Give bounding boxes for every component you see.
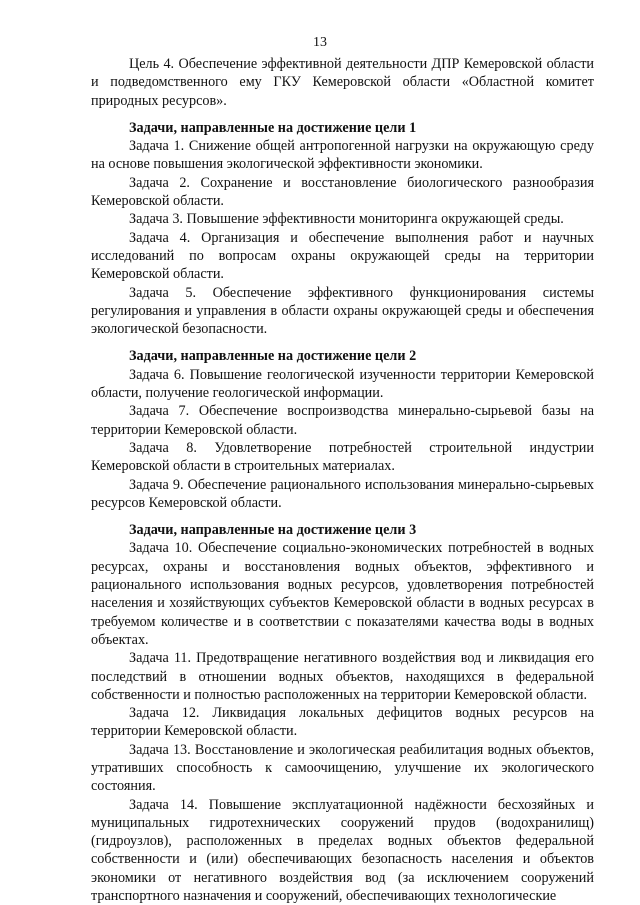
task-paragraph: Задача 1. Снижение общей антропогенной нагрузки на окружающую среду на основе повышения экологической эффективности экономики. (91, 138, 594, 173)
task-paragraph: Задача 9. Обеспечение рационального использования минерально-сырьевых ресурсов Кемеровской области. (91, 476, 594, 511)
task-paragraph: Задача 7. Обеспечение воспроизводства минерально-сырьевой базы на территории Кемеровской области. (91, 403, 594, 438)
section-heading-goal-3: Задачи, направленные на достижение цели 3 (129, 522, 417, 539)
page-number: 13 (313, 35, 327, 50)
document-body (91, 55, 594, 905)
goal-4-paragraph: Цель 4. Обеспечение эффективной деятельности ДПР Кемеровской области и подведомственного ему ГКУ Кемеровской области «Областной комитет природных ресурсов». (91, 56, 594, 109)
task-paragraph: Задача 5. Обеспечение эффективного функционирования системы регулирования и управления в области охраны окружающей среды и обеспечения экологической безопасности. (91, 284, 594, 338)
task-paragraph: Задача 6. Повышение геологической изученности территории Кемеровской области, получение геологической информации. (91, 366, 594, 402)
task-paragraph: Задача 10. Обеспечение социально-экономических потребностей в водных ресурсах, охраны и восстановления водных объектов, эффективного и рационального использования водных ресурсов, удовлетворения потребностей населения и хозяйствующих субъектов Кемеровской области в водных ресурсах в требуемом количестве и в соответствии с показателями качества воды в водных объектах. (91, 540, 594, 648)
section-heading-goal-1: Задачи, направленные на достижение цели 1 (129, 119, 417, 136)
task-paragraph: Задача 13. Восстановление и экологическая реабилитация водных объектов, утративших способность к самоочищению, улучшение их экологического состояния. (91, 741, 594, 795)
task-paragraph: Задача 14. Повышение эксплуатационной надёжности бесхозяйных и муниципальных гидротехнических сооружений прудов (водохранилищ) (гидроузлов), расположенных в пределах водных объектов федеральной собственности и (или) обеспечивающих безопасность населения и объектов экономики от негативного воздействия вод (за исключением сооружений транспортного назначения и сооружений, обеспечивающих технологические (91, 796, 594, 905)
task-paragraph: Задача 12. Ликвидация локальных дефицитов водных ресурсов на территории Кемеровской области. (91, 705, 594, 740)
task-paragraph: Задача 4. Организация и обеспечение выполнения работ и научных исследований по вопросам охраны окружающей среды на территории Кемеровской области. (91, 229, 594, 283)
task-paragraph: Задача 3. Повышение эффективности мониторинга окружающей среды. (129, 211, 564, 228)
task-paragraph: Задача 2. Сохранение и восстановление биологического разнообразия Кемеровской области. (91, 174, 594, 210)
task-paragraph: Задача 11. Предотвращение негативного воздействия вод и ликвидация его последствий в отношении водных объектов, находящихся в федеральной собственности и полностью расположенных на территории Кемеровской области. (91, 650, 594, 703)
section-heading-goal-2: Задачи, направленные на достижение цели 2 (129, 348, 417, 365)
task-paragraph: Задача 8. Удовлетворение потребностей строительной индустрии Кемеровской области в строительных материалах. (91, 439, 594, 475)
